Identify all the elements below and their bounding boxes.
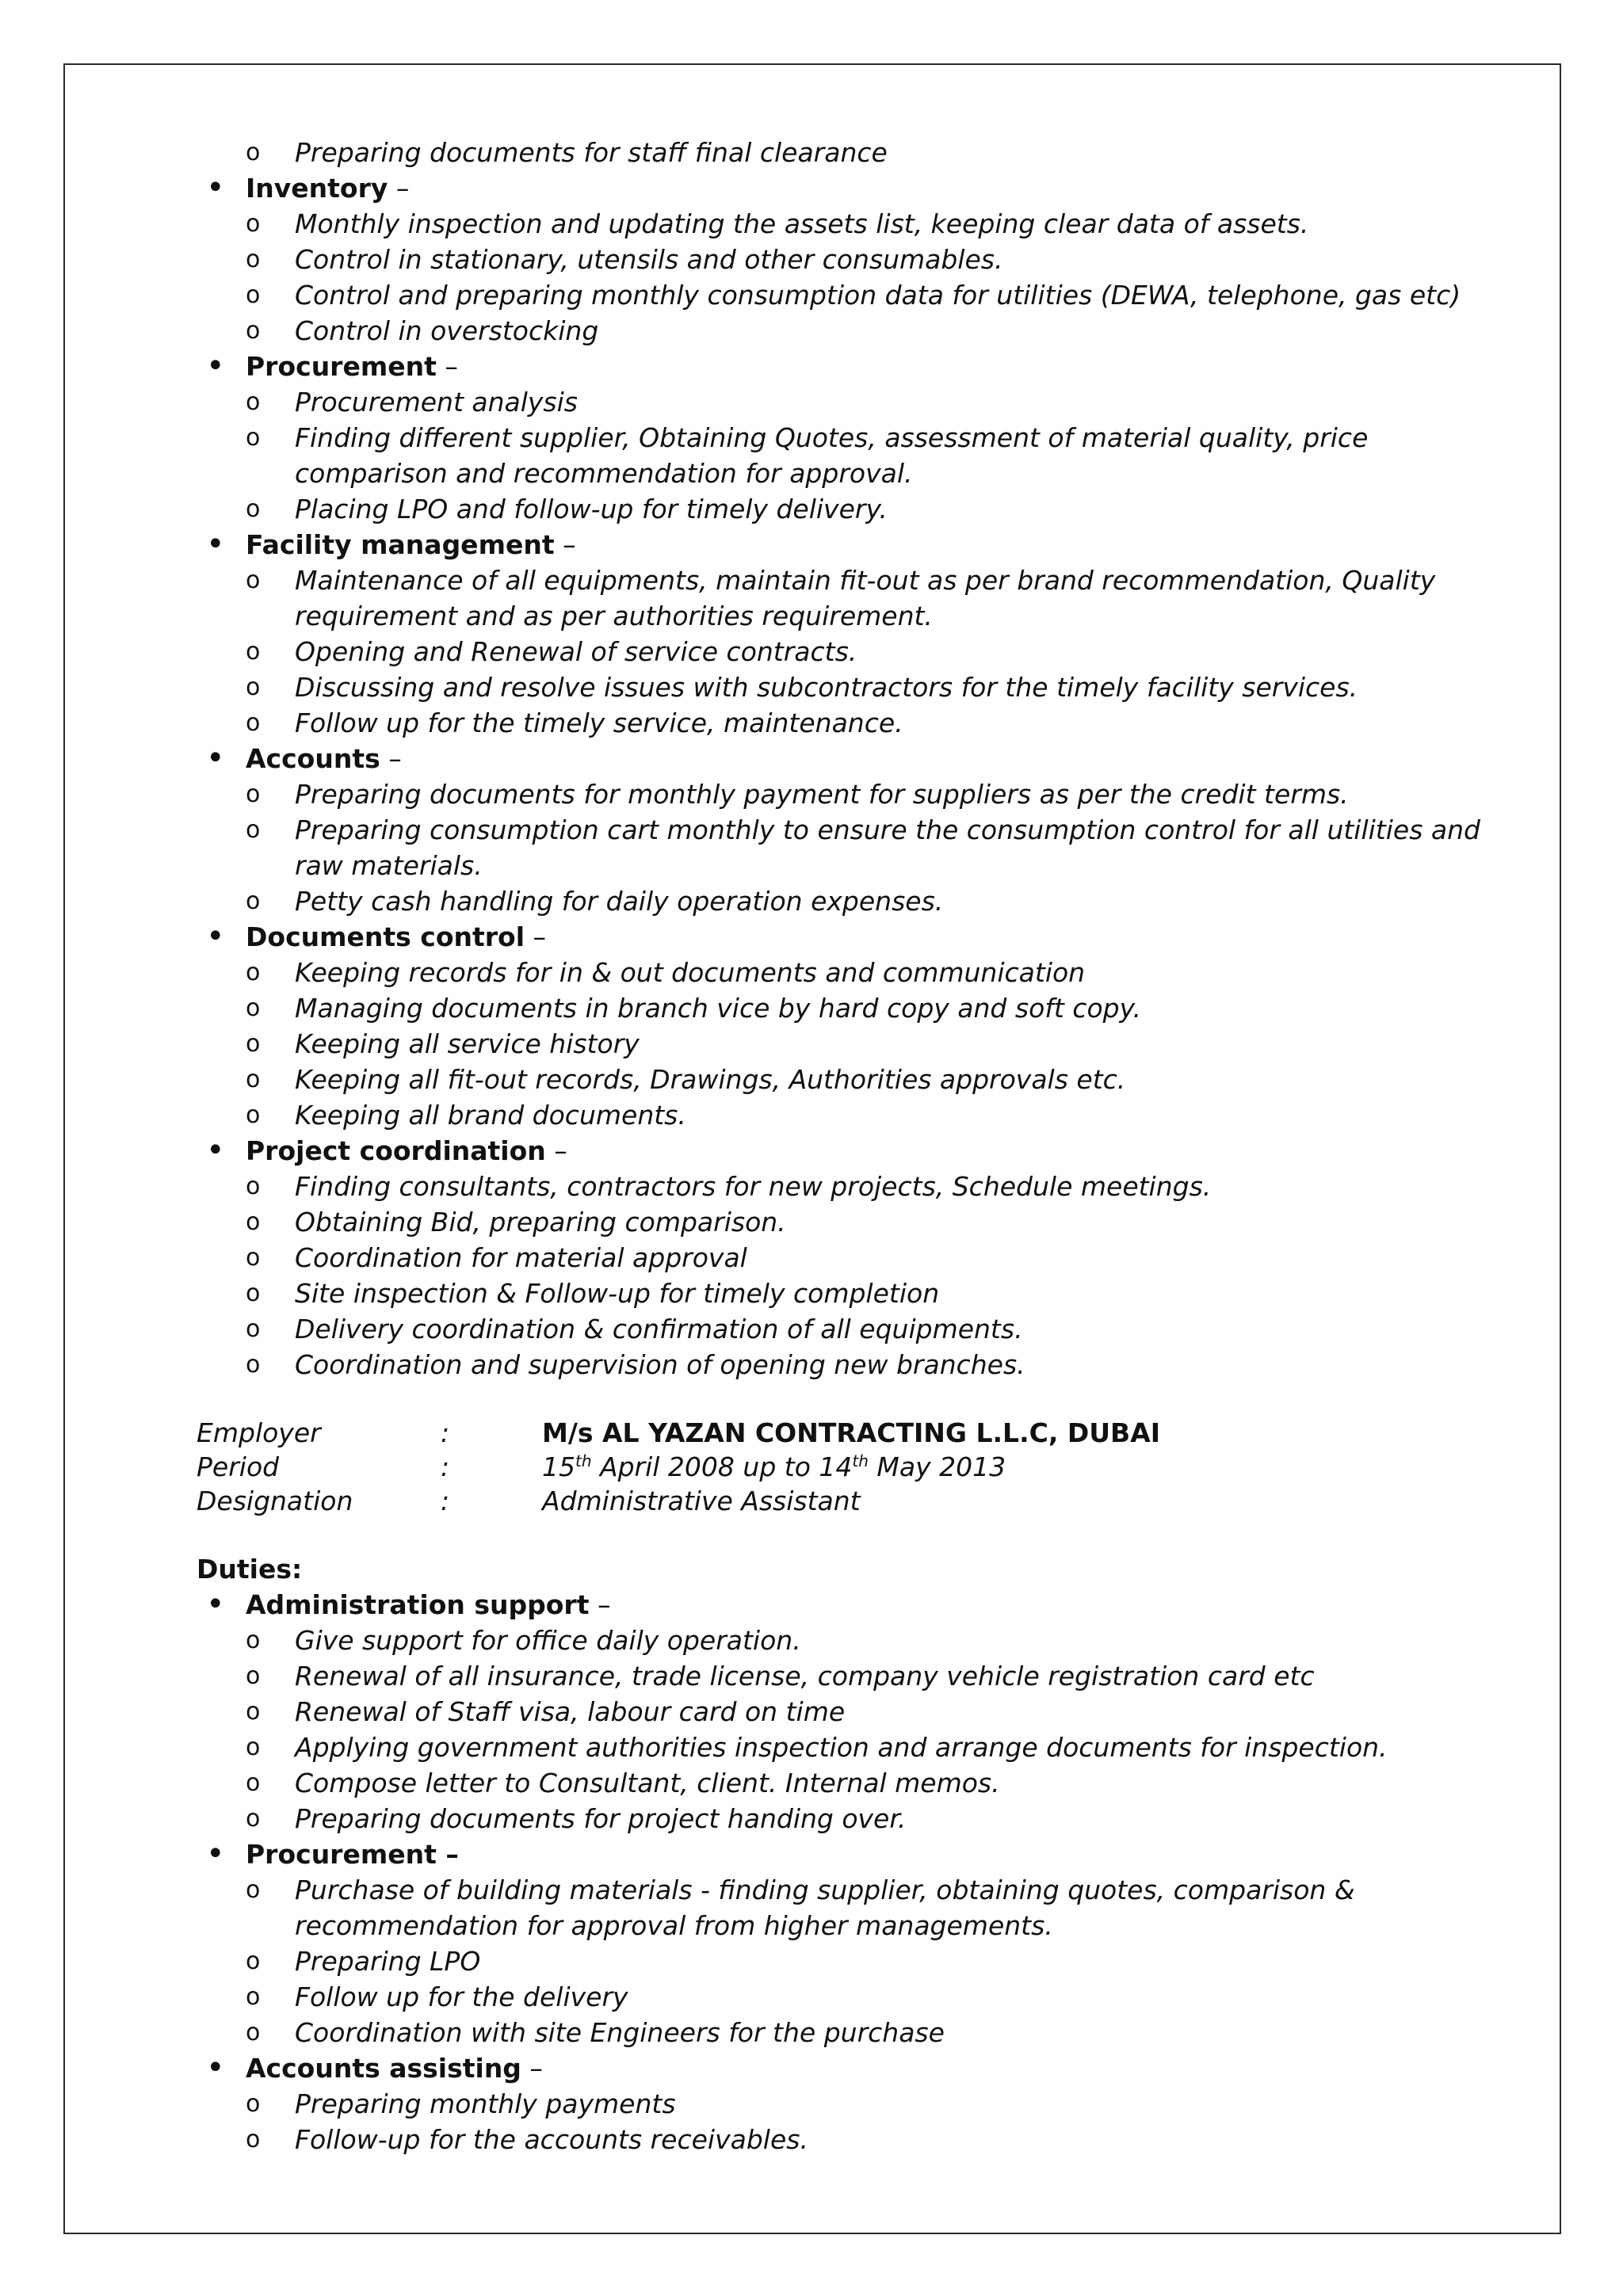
list-item [197, 1062, 1496, 1097]
list-item [197, 420, 1496, 456]
list-item-text: requirement and as per authorities requirement. [295, 601, 933, 631]
list-item [197, 883, 1496, 919]
circle-bullet-icon: o [246, 388, 261, 416]
list-item [197, 563, 1496, 598]
list-item-text: Keeping all fit-out records, Drawings, Authorities approvals etc. [295, 1064, 1126, 1095]
section-heading-dash: – [545, 1135, 567, 1166]
circle-bullet-icon: o [246, 1173, 261, 1200]
list-item [197, 1730, 1496, 1765]
circle-bullet-icon: o [246, 1805, 261, 1833]
list-item [197, 1658, 1496, 1694]
section-heading-text: Inventory [246, 173, 388, 204]
circle-bullet-icon: o [246, 1662, 261, 1690]
list-item-continuation [197, 456, 1496, 491]
circle-bullet-icon: o [246, 495, 261, 523]
list-item-text: Site inspection & Follow-up for timely completion [295, 1278, 940, 1309]
list-item-text: Coordination and supervision of opening new branches. [295, 1349, 1025, 1380]
list-item-text: Finding consultants, contractors for new projects, Schedule meetings. [295, 1171, 1212, 1202]
list-item-text: Finding different supplier, Obtaining Quotes, assessment of material quality, price [295, 422, 1369, 453]
colon: : [441, 1417, 450, 1448]
list-item-text: Applying government authorities inspection and arrange documents for inspection. [295, 1732, 1388, 1763]
period-row [197, 1450, 1496, 1484]
section-heading-dash: – [388, 173, 410, 204]
circle-bullet-icon: o [246, 1947, 261, 1975]
circle-bullet-icon: o [246, 1627, 261, 1654]
circle-bullet-icon: o [246, 1769, 261, 1797]
section-heading-facility-management [197, 527, 1496, 563]
list-item-text: Preparing LPO [295, 1946, 481, 1977]
circle-bullet-icon: o [246, 2019, 261, 2046]
list-item [197, 1169, 1496, 1204]
section-heading-accounts [197, 741, 1496, 776]
list-item-text: Placing LPO and follow-up for timely delivery. [295, 494, 888, 524]
list-item-text: Delivery coordination & confirmation of all equipments. [295, 1314, 1023, 1344]
list-item [197, 1979, 1496, 2015]
circle-bullet-icon: o [246, 1208, 261, 1236]
designation-row [197, 1484, 1496, 1518]
circle-bullet-icon: o [246, 317, 261, 345]
spacer [197, 1383, 1496, 1416]
list-item [197, 669, 1496, 705]
list-item-text: Petty cash handling for daily operation expenses. [295, 886, 944, 917]
circle-bullet-icon: o [246, 210, 261, 238]
section-heading-text: Administration support [246, 1589, 590, 1620]
bullet-icon: • [206, 1836, 225, 1872]
section-heading-dash: – [554, 529, 576, 560]
list-item-text: Control in stationary, utensils and other consumables. [295, 244, 1003, 275]
circle-bullet-icon: o [246, 1876, 261, 1904]
list-item-text: Maintenance of all equipments, maintain fit-out as per brand recommendation, Quality [295, 565, 1436, 596]
list-item-text: Preparing documents for monthly payment for suppliers as per the credit terms. [295, 779, 1349, 810]
designation-label: Designation [197, 1486, 353, 1516]
employer-row [197, 1416, 1496, 1450]
list-item-text: Purchase of building materials - finding supplier, obtaining quotes, comparison & [295, 1875, 1355, 1905]
list-item-text: recommendation for approval from higher managements. [295, 1910, 1053, 1941]
list-item [197, 955, 1496, 990]
list-item [197, 1765, 1496, 1801]
list-item [197, 2086, 1496, 2122]
list-item [197, 313, 1496, 349]
section-heading-dash: – [589, 1589, 611, 1620]
list-item-text: Coordination for material approval [295, 1242, 747, 1273]
list-item-text: Keeping all service history [295, 1028, 640, 1059]
circle-bullet-icon: o [246, 2090, 261, 2118]
circle-bullet-icon: o [246, 673, 261, 701]
bullet-icon: • [206, 526, 225, 563]
list-item [197, 990, 1496, 1026]
list-item-text: Keeping all brand documents. [295, 1100, 686, 1131]
employer-value: M/s AL YAZAN CONTRACTING L.L.C, DUBAI [542, 1417, 1161, 1448]
list-item-text: Managing documents in branch vice by hard copy and soft copy. [295, 993, 1142, 1024]
circle-bullet-icon: o [246, 780, 261, 808]
circle-bullet-icon: o [246, 887, 261, 915]
circle-bullet-icon: o [246, 139, 261, 166]
list-item-text: Procurement analysis [295, 387, 578, 418]
list-item-text: Follow up for the delivery [295, 1981, 628, 2012]
list-item [197, 1097, 1496, 1133]
list-item-text: comparison and recommendation for approval. [295, 458, 913, 489]
circle-bullet-icon: o [246, 638, 261, 666]
list-item-text: Preparing documents for project handing over. [295, 1803, 907, 1834]
bullet-icon: • [206, 918, 225, 955]
circle-bullet-icon: o [246, 994, 261, 1022]
list-item [197, 705, 1496, 741]
list-item-continuation [197, 848, 1496, 883]
section-heading-text: Accounts [246, 743, 380, 774]
bullet-icon: • [206, 1586, 225, 1623]
list-item [197, 384, 1496, 420]
list-item [197, 1276, 1496, 1311]
list-item-text: Monthly inspection and updating the assets list, keeping clear data of assets. [295, 208, 1309, 239]
list-item [197, 1311, 1496, 1347]
list-item-text: Discussing and resolve issues with subcontractors for the timely facility services. [295, 672, 1358, 703]
section-heading-administration-support [197, 1587, 1496, 1623]
section-heading-project-coordination [197, 1133, 1496, 1169]
list-item [197, 1872, 1496, 1908]
circle-bullet-icon: o [246, 1280, 261, 1307]
circle-bullet-icon: o [246, 1733, 261, 1761]
circle-bullet-icon: o [246, 1101, 261, 1129]
bullet-icon: • [206, 348, 225, 384]
list-item-text: Opening and Renewal of service contracts. [295, 636, 857, 667]
list-item-text: Compose letter to Consultant, client. Internal memos. [295, 1768, 1000, 1798]
circle-bullet-icon: o [246, 281, 261, 309]
list-item-continuation [197, 1908, 1496, 1943]
list-item-text: Preparing documents for staff final clearance [295, 137, 888, 168]
list-item-text: Give support for office daily operation. [295, 1625, 801, 1656]
circle-bullet-icon: o [246, 1315, 261, 1343]
circle-bullet-icon: o [246, 566, 261, 594]
section-heading-procurement [197, 1836, 1496, 1872]
section-heading-dash: – [521, 2053, 543, 2084]
section-heading-inventory [197, 170, 1496, 206]
list-item-text: Control in overstocking [295, 315, 599, 346]
circle-bullet-icon: o [246, 2126, 261, 2153]
list-item-text: Keeping records for in & out documents and communication [295, 957, 1086, 988]
section-heading-text: Accounts assisting [246, 2053, 521, 2084]
circle-bullet-icon: o [246, 424, 261, 452]
section-heading-text: Project coordination [246, 1135, 546, 1166]
list-item [197, 634, 1496, 669]
section-heading-text: Facility management [246, 529, 555, 560]
list-item [197, 1347, 1496, 1383]
list-item [197, 1026, 1496, 1062]
list-item-text: Renewal of all insurance, trade license, company vehicle registration card etc [295, 1661, 1315, 1691]
section-heading-dash: – [525, 921, 547, 952]
list-item-text: Coordination with site Engineers for the purchase [295, 2017, 945, 2048]
circle-bullet-icon: o [246, 246, 261, 273]
circle-bullet-icon: o [246, 1030, 261, 1058]
list-item [197, 1801, 1496, 1836]
list-item [197, 2015, 1496, 2050]
list-item-text: Preparing consumption cart monthly to ensure the consumption control for all utilities and [295, 814, 1480, 845]
section-heading-text: Documents control [246, 921, 525, 952]
employer-block [197, 1416, 1496, 1518]
list-item [197, 1943, 1496, 1979]
colon: : [441, 1486, 450, 1516]
period-value: 15th April 2008 up to 14th May 2013 [542, 1451, 1006, 1482]
section-heading-text: Procurement – [246, 1839, 459, 1870]
spacer [197, 1518, 1496, 1551]
circle-bullet-icon: o [246, 709, 261, 737]
list-item [197, 206, 1496, 242]
section-heading-documents-control [197, 919, 1496, 955]
circle-bullet-icon: o [246, 1244, 261, 1272]
section-heading-dash: – [436, 351, 458, 382]
bullet-icon: • [206, 1132, 225, 1169]
list-item-text: Follow up for the timely service, maintenance. [295, 707, 903, 738]
section-heading-dash: – [380, 743, 402, 774]
list-item [197, 1204, 1496, 1240]
circle-bullet-icon: o [246, 1983, 261, 2011]
bullet-icon: • [206, 740, 225, 776]
list-item-text: Follow-up for the accounts receivables. [295, 2124, 808, 2155]
section-heading-accounts-assisting [197, 2050, 1496, 2086]
bullet-icon: • [206, 170, 225, 206]
list-item [197, 812, 1496, 848]
section-heading-text: Procurement [246, 351, 437, 382]
list-item [197, 1623, 1496, 1658]
employer-label: Employer [197, 1417, 321, 1448]
list-item-continuation [197, 598, 1496, 634]
list-item-text: Preparing monthly payments [295, 2088, 676, 2119]
list-item-text: Renewal of Staff visa, labour card on time [295, 1696, 846, 1727]
bullet-icon: • [206, 2050, 225, 2086]
circle-bullet-icon: o [246, 816, 261, 844]
duties-heading: Duties: [197, 1554, 303, 1585]
list-item-text: raw materials. [295, 850, 483, 881]
list-item [197, 135, 1496, 170]
list-item [197, 776, 1496, 812]
circle-bullet-icon: o [246, 959, 261, 986]
list-item [197, 242, 1496, 277]
duties-list-previous [197, 135, 1496, 1383]
circle-bullet-icon: o [246, 1351, 261, 1379]
list-item-text: Control and preparing monthly consumption data for utilities (DEWA, telephone, gas etc) [295, 280, 1461, 311]
circle-bullet-icon: o [246, 1066, 261, 1093]
list-item [197, 1694, 1496, 1730]
duties-list-current [197, 1587, 1496, 2157]
list-item [197, 277, 1496, 313]
list-item [197, 2122, 1496, 2157]
designation-value: Administrative Assistant [542, 1486, 861, 1516]
circle-bullet-icon: o [246, 1698, 261, 1726]
list-item [197, 1240, 1496, 1276]
period-label: Period [197, 1451, 280, 1482]
colon: : [441, 1451, 450, 1482]
list-item-text: Obtaining Bid, preparing comparison. [295, 1207, 786, 1238]
resume-content [197, 135, 1496, 2157]
section-heading-procurement [197, 349, 1496, 384]
list-item [197, 491, 1496, 527]
